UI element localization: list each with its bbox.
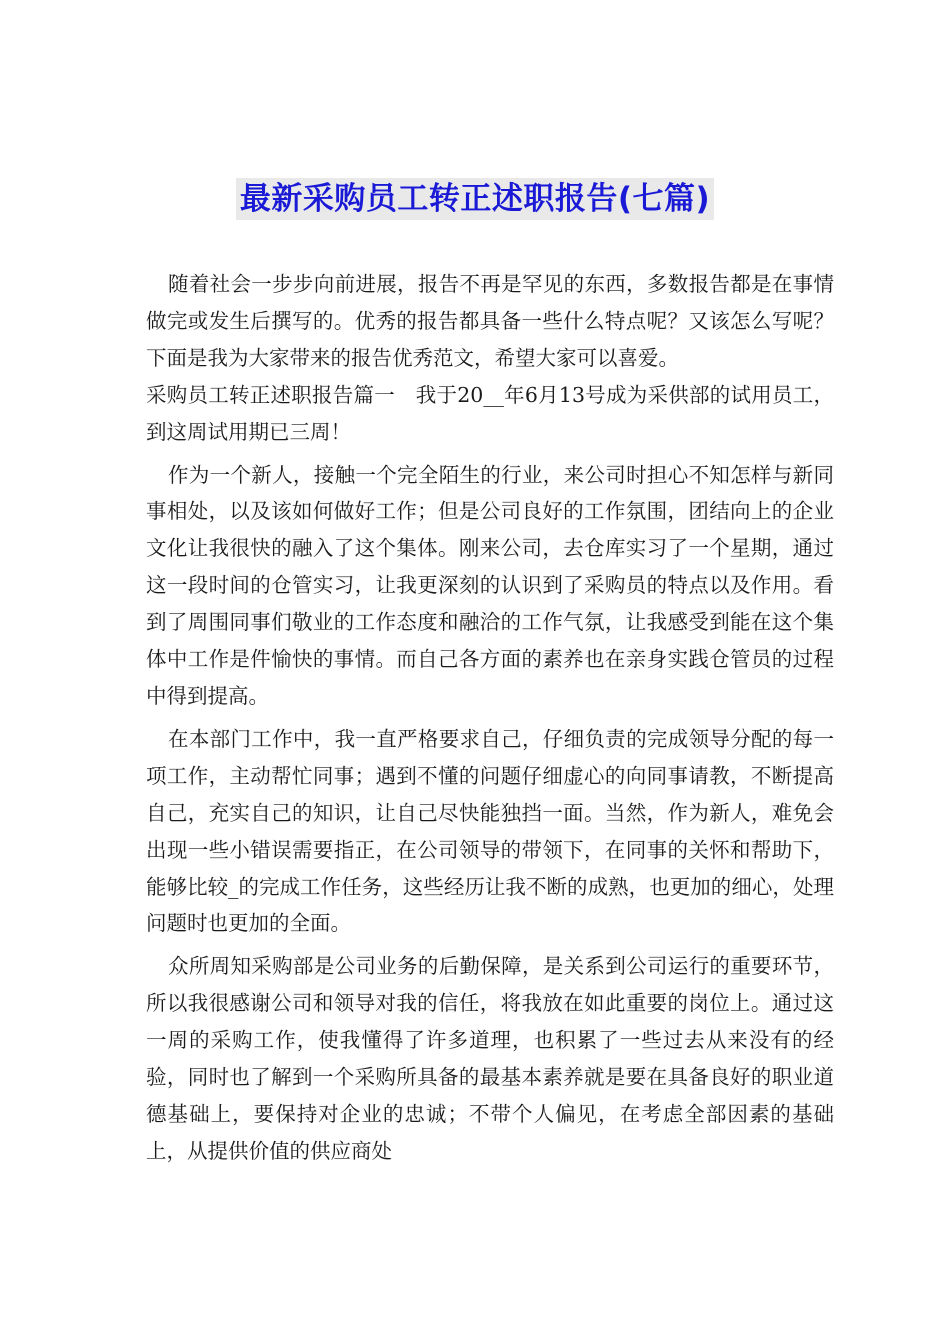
document-title: 最新采购员工转正述职报告(七篇): [236, 178, 714, 220]
paragraph-section-heading: 采购员工转正述职报告篇一 我于20__年6月13号成为采供部的试用员工，到这周试用期已三周！: [146, 382, 834, 444]
paragraph-intro: 随着社会一步步向前进展，报告不再是罕见的东西，多数报告都是在事情做完或发生后撰写的。优秀的报告都具备一些什么特点呢？又该怎么写呢？下面是我为大家带来的报告优秀范文，希望大家可以喜爱。: [146, 272, 834, 370]
paragraph-body: 作为一个新人，接触一个完全陌生的行业，来公司时担心不知怎样与新同事相处，以及该如何做好工作；但是公司良好的工作氛围，团结向上的企业文化让我很快的融入了这个集体。刚来公司，去仓库实习了一个星期，通过这一段时间的仓管实习，让我更深刻的认识到了采购员的特点以及作用。看到了周围同事们敬业的工作态度和融洽的工作气氛，让我感受到能在这个集体中工作是件愉快的事情。而自己各方面的素养也在亲身实践仓管员的过程中得到提高。: [146, 462, 834, 708]
paragraph-body: 在本部门工作中，我一直严格要求自己，仔细负责的完成领导分配的每一项工作，主动帮忙同事；遇到不懂的问题仔细虚心的向同事请教，不断提高自己，充实自己的知识，让自己尽快能独挡一面。当然，作为新人，难免会出现一些小错误需要指正，在公司领导的带领下，在同事的关怀和帮助下，能够比较_的完成工作任务，这些经历让我不断的成熟，也更加的细心，处理问题时也更加的全面。: [146, 726, 834, 936]
paragraph-body: 众所周知采购部是公司业务的后勤保障，是关系到公司运行的重要环节，所以我很感谢公司和领导对我的信任，将我放在如此重要的岗位上。通过这一周的采购工作，使我懂得了许多道理，也积累了一些过去从来没有的经验，同时也了解到一个采购所具备的最基本素养就是要在具备良好的职业道德基础上，要保持对企业的忠诚；不带个人偏见，在考虑全部因素的基础上，从提供价值的供应商处: [146, 954, 834, 1163]
document-body: [146, 266, 834, 1170]
title-container: [0, 178, 950, 220]
